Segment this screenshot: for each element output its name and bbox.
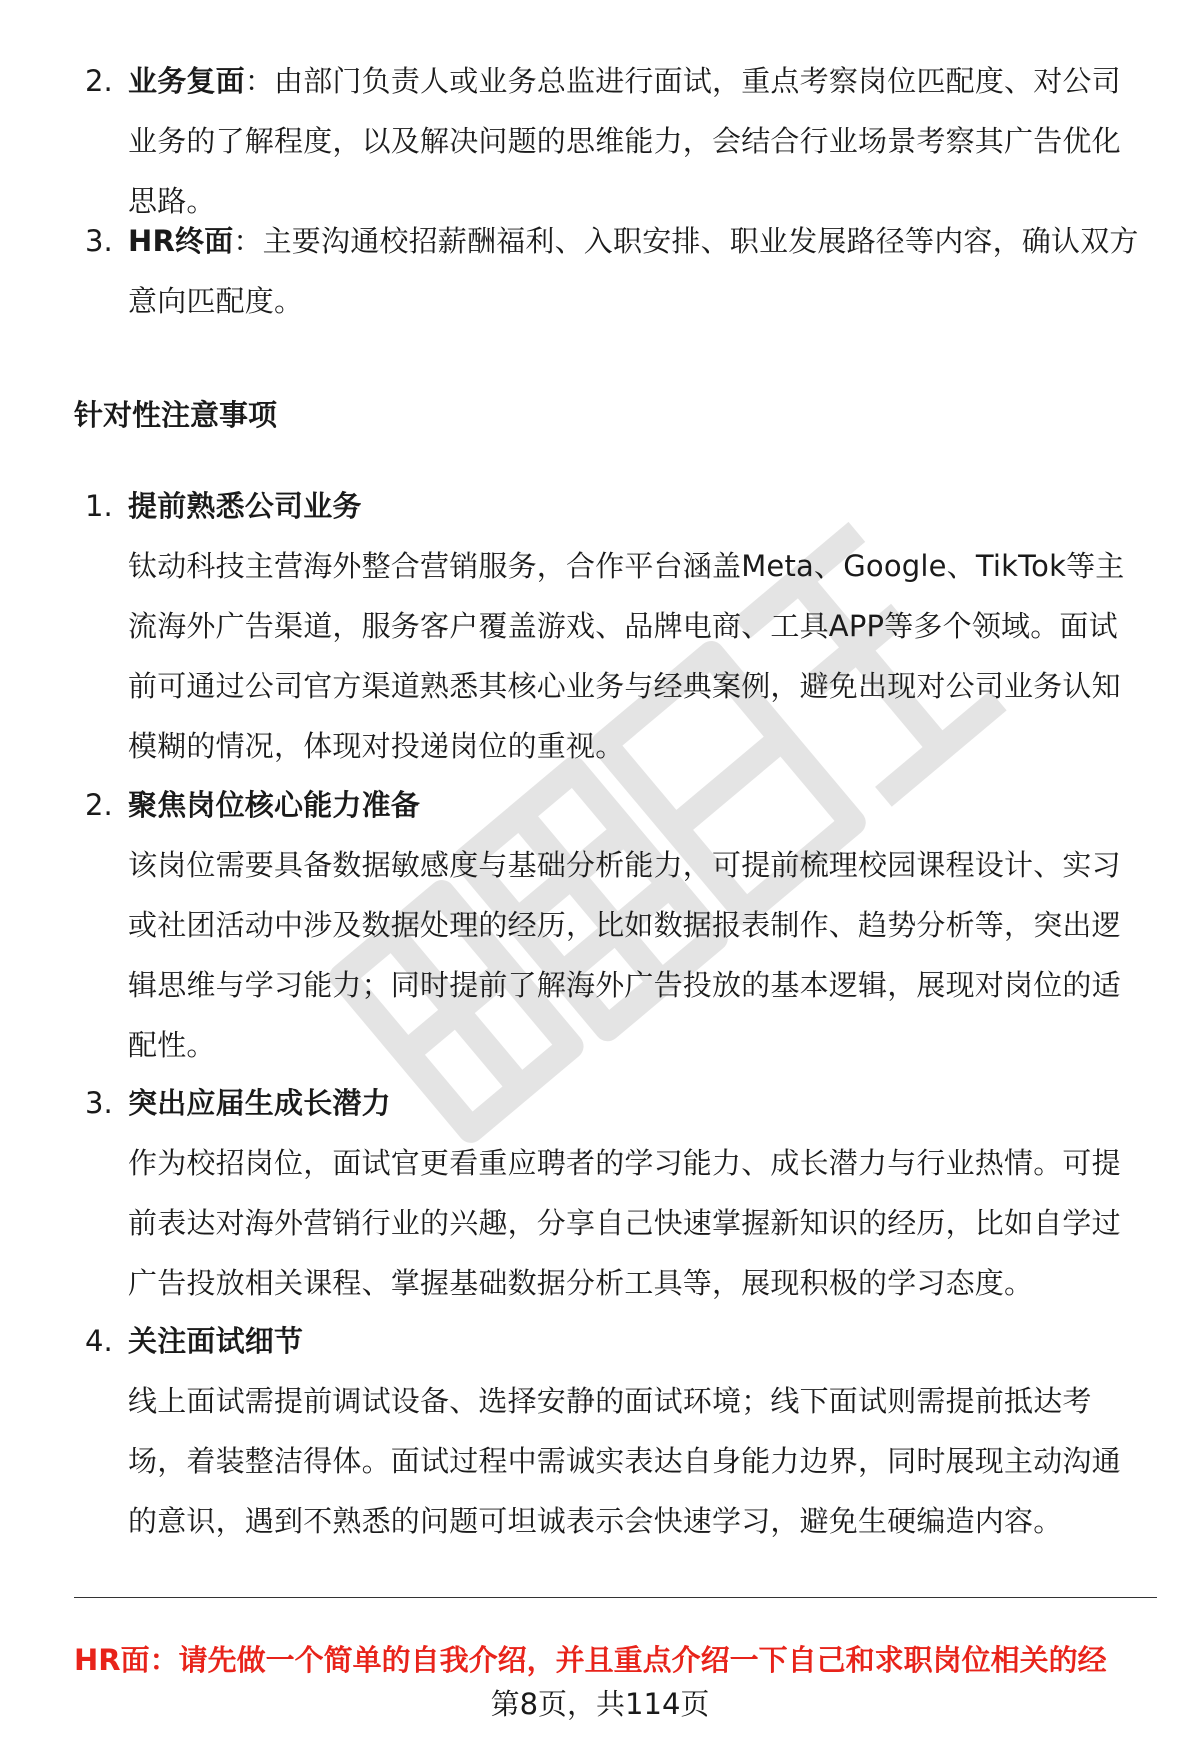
list-number: 4.: [85, 1324, 113, 1358]
paragraph-line: 思路。: [128, 184, 216, 218]
next-question-heading: HR面：请先做一个简单的自我介绍，并且重点介绍一下自己和求职岗位相关的经: [74, 1643, 1107, 1677]
paragraph-line: 线上面试需提前调试设备、选择安静的面试环境；线下面试则需提前抵达考: [128, 1384, 1092, 1418]
paragraph-line: [128, 211, 1160, 271]
tip-title: 突出应届生成长潜力: [128, 1086, 391, 1120]
paragraph-line: 的意识，遇到不熟悉的问题可坦诚表示会快速学习，避免生硬编造内容。: [128, 1504, 1063, 1538]
paragraph-line: 前可通过公司官方渠道熟悉其核心业务与经典案例，避免出现对公司业务认知: [128, 669, 1121, 703]
paragraph-line: 配性。: [128, 1028, 216, 1062]
paragraph-line: 作为校招岗位，面试官更看重应聘者的学习能力、成长潜力与行业热情。可提: [128, 1146, 1121, 1180]
paragraph-line: 辑思维与学习能力；同时提前了解海外广告投放的基本逻辑，展现对岗位的适: [128, 968, 1121, 1002]
list-number: 3.: [85, 224, 113, 258]
page-number-footer: 第8页，共114页: [490, 1687, 710, 1721]
item-text: ：由部门负责人或业务总监进行面试，重点考察岗位匹配度、对公司: [244, 64, 1121, 98]
paragraph-line: 钛动科技主营海外整合营销服务，合作平台涵盖Meta、Google、TikTok等主: [128, 549, 1125, 583]
paragraph-line: 业务的了解程度，以及解决问题的思维能力，会结合行业场景考察其广告优化: [128, 124, 1121, 158]
tip-title: 关注面试细节: [128, 1324, 304, 1358]
paragraph-line: 流海外广告渠道，服务客户覆盖游戏、品牌电商、工具APP等多个领域。面试: [128, 609, 1118, 643]
paragraph-line: 或社团活动中涉及数据处理的经历，比如数据报表制作、趋势分析等，突出逻: [128, 908, 1121, 942]
paragraph-line: 前表达对海外营销行业的兴趣，分享自己快速掌握新知识的经历，比如自学过: [128, 1206, 1121, 1240]
list-number: 1.: [85, 489, 113, 523]
paragraph-line: 广告投放相关课程、掌握基础数据分析工具等，展现积极的学习态度。: [128, 1266, 1034, 1300]
paragraph-line: [128, 51, 1160, 111]
paragraph-line: 意向匹配度。: [128, 284, 304, 318]
item-text: ：主要沟通校招薪酬福利、入职安排、职业发展路径等内容，确认双方: [233, 224, 1139, 258]
tip-title: 聚焦岗位核心能力准备: [128, 788, 421, 822]
section-heading: 针对性注意事项: [74, 398, 278, 432]
paragraph-line: 场，着装整洁得体。面试过程中需诚实表达自身能力边界，同时展现主动沟通: [128, 1444, 1121, 1478]
paragraph-line: 模糊的情况，体现对投递岗位的重视。: [128, 729, 625, 763]
item-title: 业务复面: [128, 64, 245, 98]
item-title: HR终面: [128, 224, 234, 258]
list-number: 3.: [85, 1086, 113, 1120]
list-number: 2.: [85, 788, 113, 822]
paragraph-line: 该岗位需要具备数据敏感度与基础分析能力，可提前梳理校园课程设计、实习: [128, 848, 1121, 882]
list-number: 2.: [85, 64, 113, 98]
horizontal-divider: [74, 1597, 1157, 1598]
tip-title: 提前熟悉公司业务: [128, 489, 362, 523]
